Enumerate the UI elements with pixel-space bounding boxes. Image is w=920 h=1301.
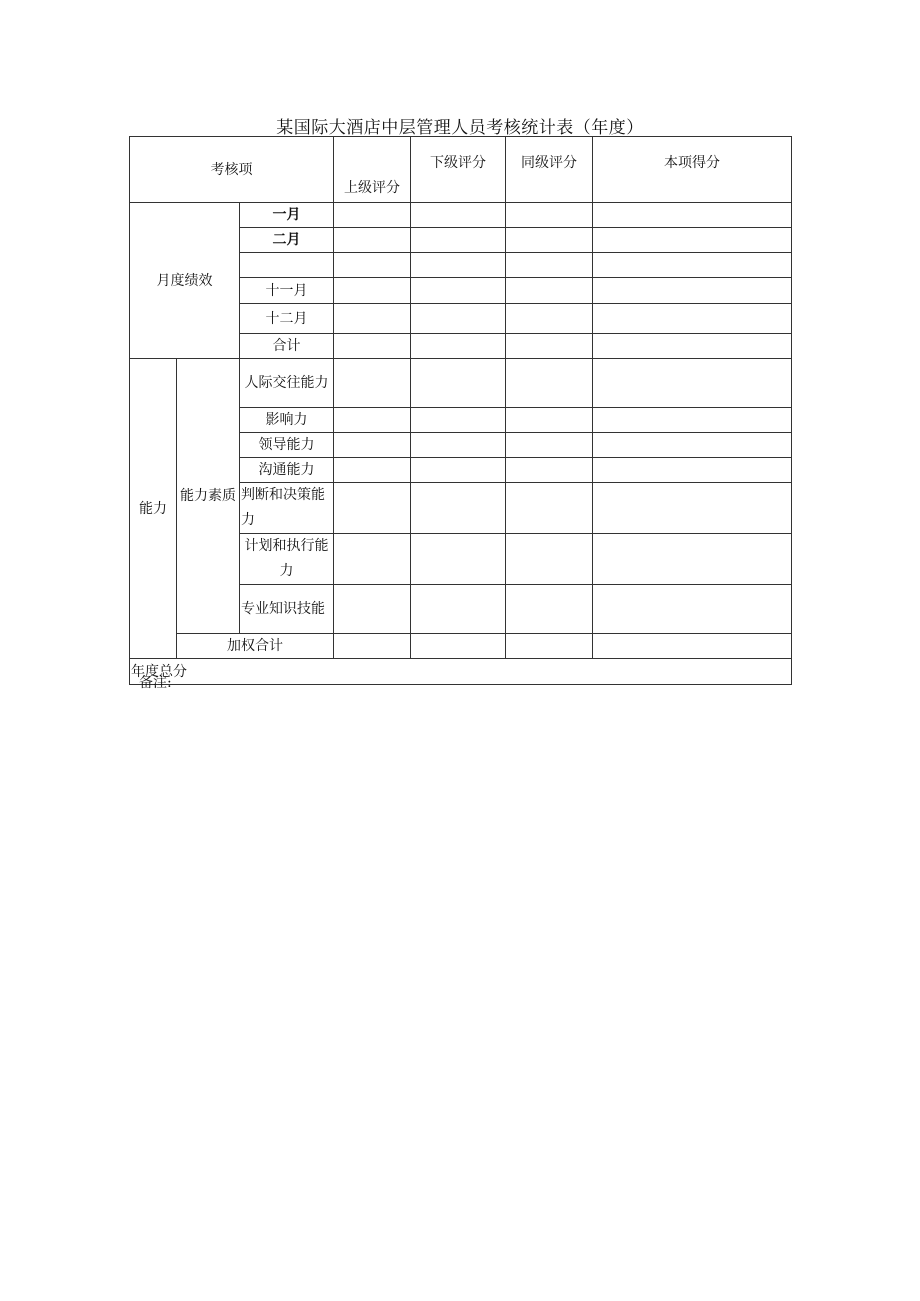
cell-subordinate[interactable] bbox=[411, 458, 506, 483]
header-row bbox=[130, 137, 792, 203]
cell-subordinate[interactable] bbox=[411, 359, 506, 408]
header-superior: 上级评分 bbox=[334, 137, 411, 203]
cell-superior[interactable] bbox=[334, 458, 411, 483]
cell-superior[interactable] bbox=[334, 253, 411, 278]
cell-score[interactable] bbox=[593, 304, 792, 334]
cell-peer[interactable] bbox=[506, 585, 593, 634]
cell-subordinate[interactable] bbox=[411, 408, 506, 433]
cell-score[interactable] bbox=[593, 585, 792, 634]
cell-score[interactable] bbox=[593, 253, 792, 278]
cell-subordinate[interactable] bbox=[411, 228, 506, 253]
table-row bbox=[130, 203, 792, 228]
ability-item-label: 专业知识技能 bbox=[240, 585, 334, 634]
cell-subordinate[interactable] bbox=[411, 585, 506, 634]
cell-superior[interactable] bbox=[334, 433, 411, 458]
ability-item-label: 影响力 bbox=[240, 408, 334, 433]
cell-subordinate[interactable] bbox=[411, 278, 506, 304]
ability-item-label: 沟通能力 bbox=[240, 458, 334, 483]
cell-peer[interactable] bbox=[506, 458, 593, 483]
header-item: 考核项 bbox=[130, 137, 334, 203]
header-subordinate: 下级评分 bbox=[411, 137, 506, 203]
month-label: 二月 bbox=[240, 228, 334, 253]
note-label: 备注: bbox=[139, 675, 172, 691]
cell-score[interactable] bbox=[593, 278, 792, 304]
cell-subordinate[interactable] bbox=[411, 253, 506, 278]
cell-score[interactable] bbox=[593, 203, 792, 228]
month-label bbox=[240, 253, 334, 278]
cell-peer[interactable] bbox=[506, 433, 593, 458]
month-label: 合计 bbox=[240, 334, 334, 359]
cell-score[interactable] bbox=[593, 433, 792, 458]
ability-item-label: 计划和执行能力 bbox=[240, 534, 334, 585]
cell-superior[interactable] bbox=[334, 634, 411, 659]
cell-score[interactable] bbox=[593, 408, 792, 433]
assessment-table bbox=[129, 136, 792, 685]
header-score: 本项得分 bbox=[593, 137, 792, 203]
table-row bbox=[130, 659, 792, 685]
cell-peer[interactable] bbox=[506, 228, 593, 253]
cell-score[interactable] bbox=[593, 483, 792, 534]
ability-item-label: 人际交往能力 bbox=[240, 359, 334, 408]
cell-superior[interactable] bbox=[334, 228, 411, 253]
cell-score[interactable] bbox=[593, 458, 792, 483]
cell-subordinate[interactable] bbox=[411, 634, 506, 659]
cell-superior[interactable] bbox=[334, 483, 411, 534]
month-label: 十二月 bbox=[240, 304, 334, 334]
cell-subordinate[interactable] bbox=[411, 304, 506, 334]
cell-superior[interactable] bbox=[334, 359, 411, 408]
header-peer: 同级评分 bbox=[506, 137, 593, 203]
cell-peer[interactable] bbox=[506, 253, 593, 278]
monthly-group-label: 月度绩效 bbox=[130, 203, 240, 359]
cell-peer[interactable] bbox=[506, 634, 593, 659]
cell-subordinate[interactable] bbox=[411, 433, 506, 458]
cell-score[interactable] bbox=[593, 534, 792, 585]
ability-item-label: 判断和决策能力 bbox=[240, 483, 334, 534]
cell-subordinate[interactable] bbox=[411, 483, 506, 534]
page-title: 某国际大酒店中层管理人员考核统计表（年度） bbox=[276, 118, 644, 138]
cell-peer[interactable] bbox=[506, 278, 593, 304]
table-row bbox=[130, 359, 792, 408]
cell-superior[interactable] bbox=[334, 304, 411, 334]
table-row bbox=[130, 634, 792, 659]
month-label: 十一月 bbox=[240, 278, 334, 304]
cell-superior[interactable] bbox=[334, 408, 411, 433]
cell-score[interactable] bbox=[593, 359, 792, 408]
cell-peer[interactable] bbox=[506, 534, 593, 585]
cell-superior[interactable] bbox=[334, 203, 411, 228]
cell-superior[interactable] bbox=[334, 278, 411, 304]
cell-score[interactable] bbox=[593, 634, 792, 659]
month-label: 一月 bbox=[240, 203, 334, 228]
ability-subgroup-label: 能力素质 bbox=[177, 359, 240, 634]
cell-peer[interactable] bbox=[506, 304, 593, 334]
annual-total-label: 年度总分 bbox=[130, 659, 792, 685]
cell-peer[interactable] bbox=[506, 334, 593, 359]
cell-score[interactable] bbox=[593, 228, 792, 253]
cell-subordinate[interactable] bbox=[411, 534, 506, 585]
cell-subordinate[interactable] bbox=[411, 334, 506, 359]
ability-group-label: 能力 bbox=[130, 359, 177, 659]
cell-superior[interactable] bbox=[334, 334, 411, 359]
cell-superior[interactable] bbox=[334, 585, 411, 634]
cell-superior[interactable] bbox=[334, 534, 411, 585]
ability-item-label: 领导能力 bbox=[240, 433, 334, 458]
cell-subordinate[interactable] bbox=[411, 203, 506, 228]
cell-peer[interactable] bbox=[506, 359, 593, 408]
cell-peer[interactable] bbox=[506, 408, 593, 433]
weighted-total-label: 加权合计 bbox=[177, 634, 334, 659]
cell-score[interactable] bbox=[593, 334, 792, 359]
cell-peer[interactable] bbox=[506, 203, 593, 228]
cell-peer[interactable] bbox=[506, 483, 593, 534]
